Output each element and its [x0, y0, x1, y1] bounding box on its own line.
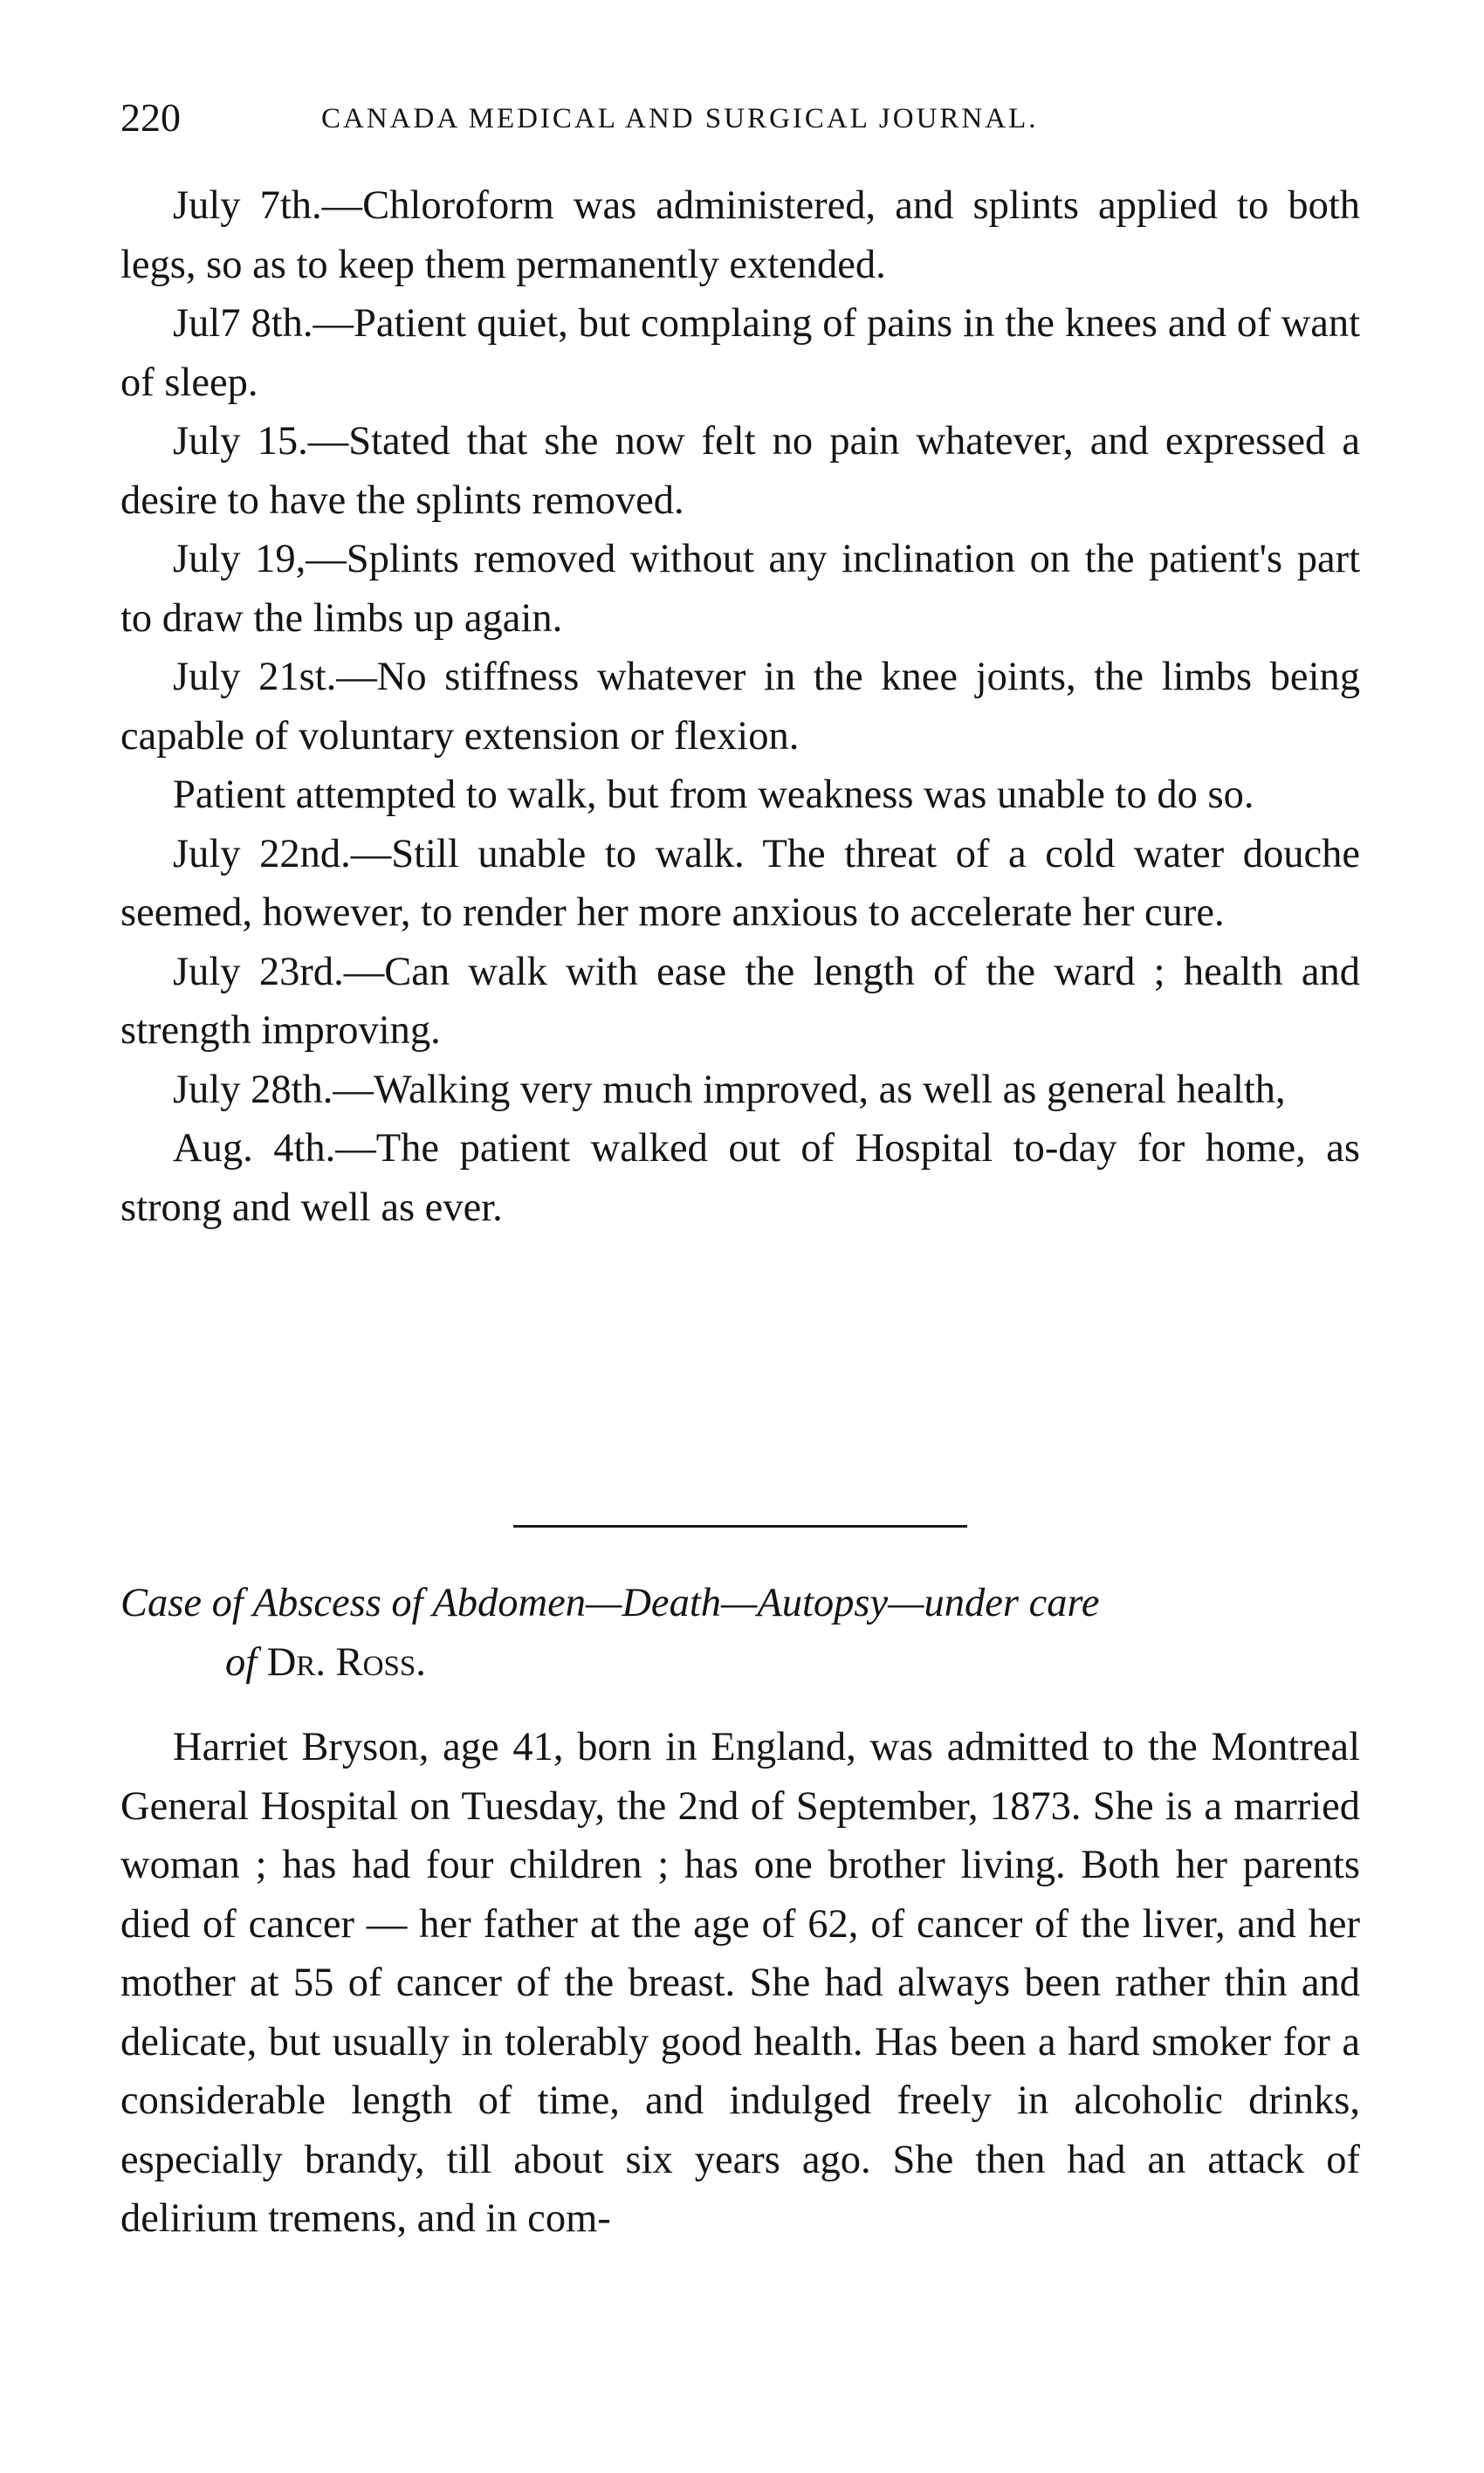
entry-aug-4: Aug. 4th.—The patient walked out of Hospital to-day for home, as strong and well as ever.	[120, 1126, 1360, 1230]
entry-july-23: July 23rd.—Can walk with ease the length of the ward ; health and strength improving.	[120, 949, 1360, 1053]
entry-july-15: July 15.—Stated that she now felt no pain whatever, and expressed a desire to have the splints removed.	[120, 419, 1360, 523]
section-divider	[513, 1525, 967, 1528]
running-head: CANADA MEDICAL AND SURGICAL JOURNAL.	[321, 103, 1039, 134]
entry-july-28: July 28th.—Walking very much improved, as well as general health,	[173, 1067, 1286, 1112]
case-history	[120, 1718, 1360, 2249]
case-history-paragraph: Harriet Bryson, age 41, born in England, was admitted to the Montreal General Hospital on Tuesday, the 2nd of September, 1873. She is a married woman ; has had four children ; has one brother living. Both her parents died of cancer — her father at the age of 62, of cancer of the liver, and her mother at 55 of cancer of the breast. She had always been rather thin and delicate, but usually in tolerably good health. Has been a hard smoker for a considerable length of time, and indulged freely in alcoholic drinks, especially brandy, till about six years ago. She then had an attack of delirium tremens, and in com-	[120, 1725, 1360, 2241]
case-title-doctor: Dr. Ross.	[266, 1640, 426, 1685]
entry-july-19: July 19,—Splints removed without any inclination on the patient's part to draw the limbs up again.	[120, 537, 1360, 641]
case-title-of: of	[225, 1640, 258, 1685]
case-notes	[120, 176, 1360, 1237]
case-title	[120, 1574, 1360, 1693]
case-title-main: Case of Abscess of Abdomen—Death—Autopsy—under care	[120, 1581, 1100, 1625]
entry-july-7: July 7th.—Chloroform was administered, and splints applied to both legs, so as to keep them permanently extended.	[120, 183, 1360, 287]
page-number: 220	[120, 95, 181, 140]
page-header	[120, 94, 1378, 147]
case-title-doctor-line	[120, 1633, 1360, 1693]
entry-july-8: Jul7 8th.—Patient quiet, but complaing of pains in the knees and of want of sleep.	[120, 301, 1360, 405]
entry-walk-attempt: Patient attempted to walk, but from weakness was unable to do so.	[173, 773, 1254, 817]
entry-july-21: July 21st.—No stiffness whatever in the knee joints, the limbs being capable of voluntary extension or flexion.	[120, 655, 1360, 759]
entry-july-22: July 22nd.—Still unable to walk. The threat of a cold water douche seemed, however, to render her more anxious to accelerate her cure.	[120, 831, 1360, 935]
